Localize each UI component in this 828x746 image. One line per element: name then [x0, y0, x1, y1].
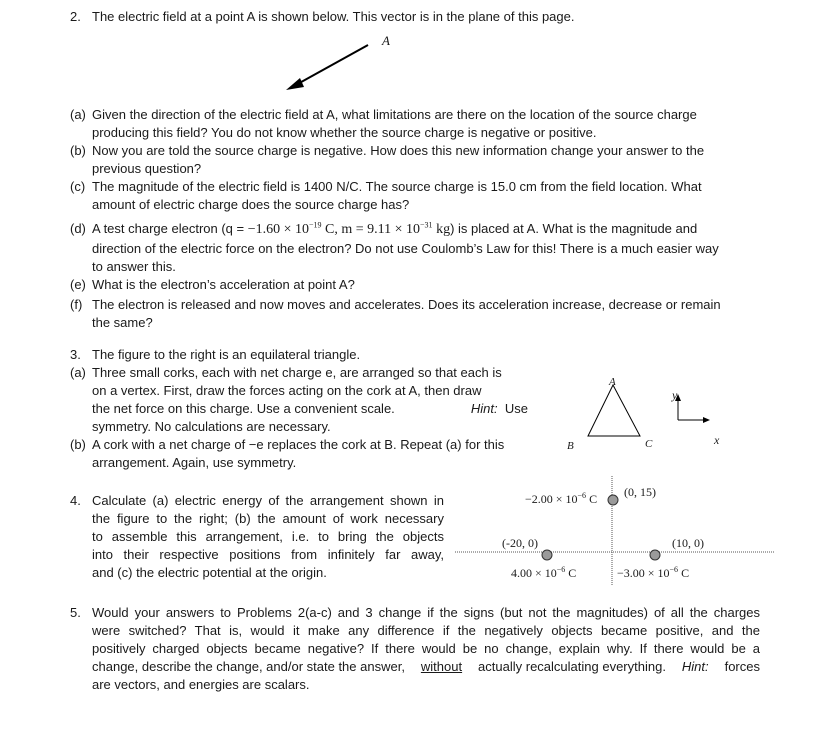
problem-2-number: 2. [70, 9, 81, 24]
top-charge-exponent: −6 [577, 491, 587, 500]
problem-4-line2: the figure to the right; (b) the amount of work necessary [92, 511, 444, 526]
part-2d-line3: to answer this. [92, 259, 176, 274]
part-2d-post: ) is placed at A. What is the magnitude and [450, 221, 698, 236]
part-2d-line1 [92, 220, 697, 239]
part-3a-line1: Three small corks, each with net charge e, are arranged so that each is [92, 365, 502, 380]
problem-5-line4 [92, 658, 760, 676]
left-charge-mantissa: 4.00 × 10 [511, 566, 557, 580]
part-3b-line1: A cork with a net charge of −e replaces the cork at B. Repeat (a) for this [92, 437, 505, 452]
part-3a-line2: on a vertex. First, draw the forces acting on the cork at A, then draw [92, 383, 482, 398]
problem-3-number: 3. [70, 347, 81, 362]
problem-4-line4: into their respective positions from infinitely far away, [92, 547, 444, 562]
vertex-a-label: A [609, 376, 616, 388]
problem-5-number: 5. [70, 605, 81, 620]
charge-right [650, 550, 660, 560]
problem-5-line4-post: actually recalculating everything. [478, 659, 666, 674]
part-3a-line4: symmetry. No calculations are necessary. [92, 419, 331, 434]
part-2d-label: (d) [70, 221, 86, 236]
part-2a-line1: Given the direction of the electric field at A, what limitations are there on the location of the source charge [92, 107, 697, 122]
part-2e-label: (e) [70, 277, 86, 292]
left-charge-value [511, 566, 576, 580]
part-2c-line2: amount of electric charge does the source charge has? [92, 197, 410, 212]
part-2f-line1: The electron is released and now moves and accelerates. Does its acceleration increase, decrease or remain [92, 297, 721, 312]
right-charge-unit: C [678, 566, 690, 580]
electric-field-vector [280, 28, 410, 98]
problem-2-intro: The electric field at a point A is shown below. This vector is in the plane of this page. [92, 9, 575, 24]
part-2d-line2: direction of the electric force on the electron? Do not use Coulomb’s Law for this! There is a much easier way [92, 241, 719, 256]
part-2b-line2: previous question? [92, 161, 202, 176]
part-2c-label: (c) [70, 179, 86, 194]
left-charge-exponent: −6 [556, 565, 566, 574]
charge-left [542, 550, 552, 560]
problem-5-line3: positively charged objects became negative? If there would be no change, explain why. If there would be a [92, 641, 760, 656]
problem-5-line2: were switched? That is, would it make any difference if the negatively objects became positive, and the [92, 623, 760, 638]
right-charge-value [617, 566, 689, 580]
part-2a-label: (a) [70, 107, 86, 122]
vertex-c-label: C [645, 438, 653, 450]
charge-arrangement-figure [450, 470, 780, 590]
problem-4-line1: Calculate (a) electric energy of the arrangement shown in [92, 493, 444, 508]
problem-3-intro: The figure to the right is an equilateral triangle. [92, 347, 361, 362]
part-2f-label: (f) [70, 297, 83, 312]
equilateral-triangle-figure [560, 370, 760, 450]
electron-mass-exponent: −31 [420, 220, 433, 230]
hint-label: Hint: [470, 401, 498, 416]
electron-mass-value: C, m = 9.11 × 10 [321, 222, 421, 237]
electron-charge-value: −1.60 × 10 [247, 222, 310, 237]
problem-4-line3: to assemble this arrangement, i.e. to bring the objects [92, 529, 444, 544]
y-axis-label: y [672, 388, 678, 402]
part-3b-line2: arrangement. Again, use symmetry. [92, 455, 297, 470]
part-2f-line2: the same? [92, 315, 153, 330]
charge-top [608, 495, 618, 505]
part-3a-label: (a) [70, 365, 86, 380]
right-charge-coord: (10, 0) [672, 536, 704, 550]
right-charge-mantissa: −3.00 × 10 [617, 566, 670, 580]
part-2a-line2: producing this field? You do not know whether the source charge is negative or positive. [92, 125, 597, 140]
left-charge-coord: (-20, 0) [502, 536, 538, 550]
problem-5-line1: Would your answers to Problems 2(a-c) and 3 change if the signs (but not the magnitudes) of all the charges [92, 605, 760, 620]
part-2c-line1: The magnitude of the electric field is 1400 N/C. The source charge is 15.0 cm from the field location. What [92, 179, 702, 194]
problem-4-line5: and (c) the electric potential at the origin. [92, 565, 327, 580]
part-2e-line1: What is the electron’s acceleration at point A? [92, 277, 355, 292]
top-charge-coord: (0, 15) [624, 485, 656, 499]
vertex-b-label: B [567, 440, 574, 452]
part-2d-pre: A test charge electron (q = [92, 221, 248, 236]
triangle [588, 385, 640, 436]
problem-4-number: 4. [70, 493, 81, 508]
part-3b-label: (b) [70, 437, 86, 452]
part-2b-label: (b) [70, 143, 86, 158]
top-charge-mantissa: −2.00 × 10 [525, 492, 578, 506]
problem-5-line4-text: change, describe the change, and/or state the answer, [92, 659, 405, 674]
part-2b-line1: Now you are told the source charge is negative. How does this new information change your answer to the [92, 143, 705, 158]
left-charge-unit: C [565, 566, 577, 580]
electron-charge-exponent: −19 [309, 220, 322, 230]
problem-5-line4-end: forces [724, 659, 760, 674]
problem-5-line5: are vectors, and energies are scalars. [92, 677, 310, 692]
part-3a-line3-end: Use [504, 401, 528, 416]
without-emphasis: without [420, 659, 463, 674]
top-charge-value [525, 492, 597, 506]
x-axis-label: x [714, 433, 720, 447]
right-charge-exponent: −6 [669, 565, 679, 574]
top-charge-unit: C [586, 492, 598, 506]
mass-unit: kg [432, 222, 451, 237]
part-3a-line3 [92, 400, 528, 418]
point-a-label: A [382, 33, 390, 48]
part-3a-line3-text: the net force on this charge. Use a convenient scale. [92, 401, 395, 416]
hint-label-5: Hint: [681, 659, 709, 674]
